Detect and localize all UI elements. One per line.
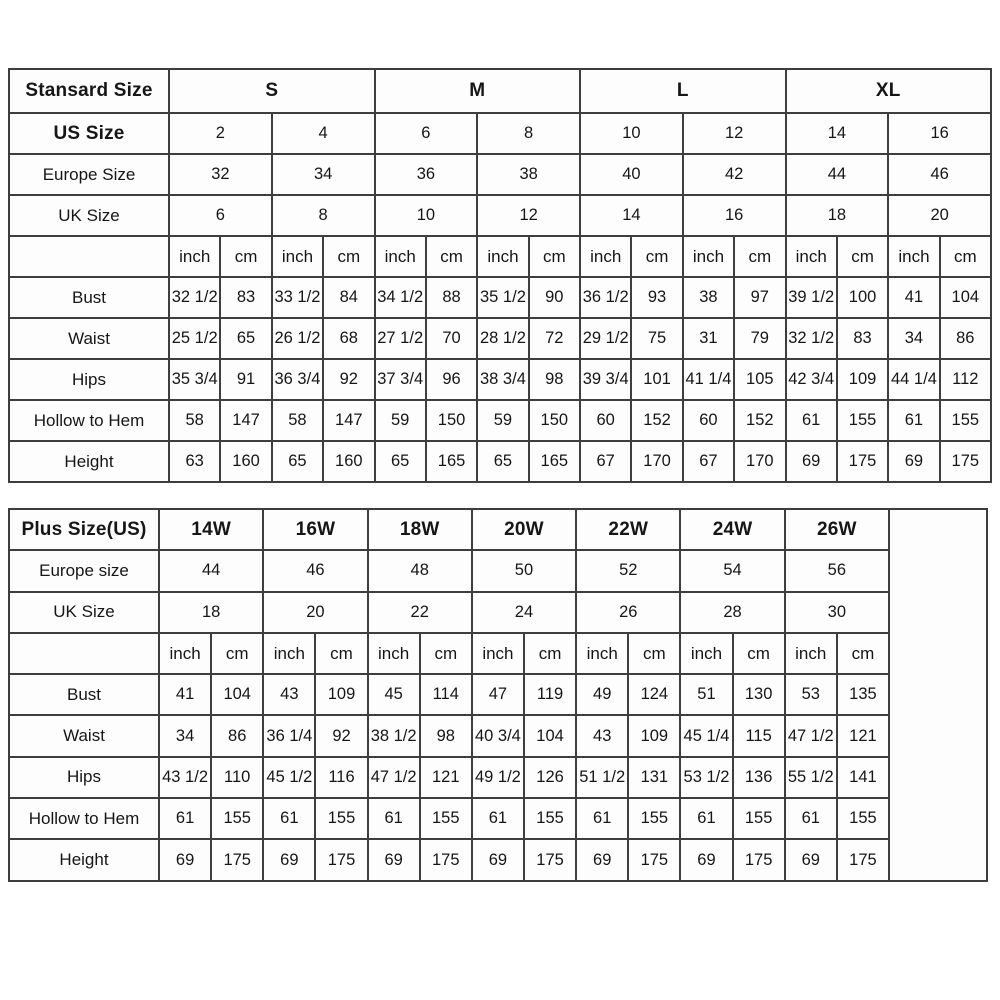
measure-value-cell: 51 1/2 [576,757,628,798]
measure-value-cell: 91 [220,359,271,400]
measure-value-cell: 43 [576,715,628,756]
measure-value-cell: 121 [837,715,889,756]
unit-cm-label: cm [940,236,991,277]
measure-value-cell: 104 [940,277,991,318]
unit-cm-label: cm [426,236,477,277]
size-value-cell: 24 [472,592,576,633]
table-row [9,633,987,674]
size-value-cell: 12 [477,195,580,236]
group-size-s: S [169,69,375,113]
unit-cm-label: cm [420,633,472,674]
measure-value-cell: 160 [323,441,374,482]
unit-cm-label: cm [524,633,576,674]
unit-cm-label: cm [220,236,271,277]
measure-value-cell: 28 1/2 [477,318,528,359]
measure-value-cell: 175 [315,839,367,880]
measure-value-cell: 47 1/2 [368,757,420,798]
standard-size-table [8,68,992,483]
measure-value-cell: 33 1/2 [272,277,323,318]
measure-value-cell: 36 1/4 [263,715,315,756]
measure-value-cell: 59 [477,400,528,441]
table-row [9,318,991,359]
table-row [9,592,987,633]
empty-label-cell [9,236,169,277]
group-size-26w: 26W [785,509,889,550]
measure-value-cell: 170 [734,441,785,482]
unit-cm-label: cm [837,236,888,277]
measure-value-cell: 61 [785,798,837,839]
measure-value-cell: 58 [272,400,323,441]
measure-value-cell: 38 [683,277,734,318]
table-row [9,69,991,113]
measure-value-cell: 150 [426,400,477,441]
unit-inch-label: inch [263,633,315,674]
group-size-xl: XL [786,69,992,113]
measure-value-cell: 40 3/4 [472,715,524,756]
size-value-cell: 50 [472,550,576,591]
measure-value-cell: 38 1/2 [368,715,420,756]
measure-value-cell: 36 3/4 [272,359,323,400]
unit-inch-label: inch [159,633,211,674]
measure-value-cell: 69 [576,839,628,880]
group-size-24w: 24W [680,509,784,550]
measure-value-cell: 155 [524,798,576,839]
measure-value-cell: 44 1/4 [888,359,939,400]
measure-value-cell: 160 [220,441,271,482]
group-size-m: M [375,69,581,113]
row-label-waist: Waist [9,715,159,756]
measure-value-cell: 69 [785,839,837,880]
row-label-hollow-to-hem: Hollow to Hem [9,400,169,441]
row-label-bust: Bust [9,277,169,318]
measure-value-cell: 141 [837,757,889,798]
measure-value-cell: 175 [628,839,680,880]
measure-value-cell: 32 1/2 [786,318,837,359]
size-value-cell: 30 [785,592,889,633]
measure-value-cell: 61 [368,798,420,839]
measure-value-cell: 90 [529,277,580,318]
table-row [9,550,987,591]
measure-value-cell: 61 [263,798,315,839]
measure-value-cell: 88 [426,277,477,318]
size-value-cell: 22 [368,592,472,633]
row-label-uk-size: UK Size [9,195,169,236]
measure-value-cell: 98 [529,359,580,400]
unit-inch-label: inch [272,236,323,277]
measure-value-cell: 175 [211,839,263,880]
measure-value-cell: 69 [368,839,420,880]
measure-value-cell: 53 [785,674,837,715]
measure-value-cell: 101 [631,359,682,400]
measure-value-cell: 65 [375,441,426,482]
size-value-cell: 28 [680,592,784,633]
measure-value-cell: 92 [315,715,367,756]
unit-inch-label: inch [888,236,939,277]
size-value-cell: 26 [576,592,680,633]
measure-value-cell: 175 [837,441,888,482]
size-value-cell: 44 [159,550,263,591]
size-value-cell: 40 [580,154,683,195]
unit-cm-label: cm [323,236,374,277]
table-row [9,359,991,400]
plus-size-table [8,508,988,882]
measure-value-cell: 65 [220,318,271,359]
measure-value-cell: 104 [211,674,263,715]
measure-value-cell: 131 [628,757,680,798]
unit-inch-label: inch [472,633,524,674]
measure-value-cell: 155 [315,798,367,839]
unit-cm-label: cm [837,633,889,674]
measure-value-cell: 61 [159,798,211,839]
unit-inch-label: inch [786,236,837,277]
group-size-22w: 22W [576,509,680,550]
table-row [9,757,987,798]
size-value-cell: 18 [159,592,263,633]
size-value-cell: 16 [683,195,786,236]
unit-inch-label: inch [576,633,628,674]
measure-value-cell: 68 [323,318,374,359]
row-label-hollow-to-hem: Hollow to Hem [9,798,159,839]
measure-value-cell: 86 [940,318,991,359]
table-row [9,400,991,441]
size-value-cell: 8 [272,195,375,236]
measure-value-cell: 34 1/2 [375,277,426,318]
measure-value-cell: 61 [576,798,628,839]
size-value-cell: 14 [786,113,889,154]
measure-value-cell: 126 [524,757,576,798]
size-value-cell: 54 [680,550,784,591]
measure-value-cell: 170 [631,441,682,482]
table-row [9,195,991,236]
measure-value-cell: 136 [733,757,785,798]
size-value-cell: 2 [169,113,272,154]
row-label-height: Height [9,839,159,880]
measure-value-cell: 35 1/2 [477,277,528,318]
measure-value-cell: 29 1/2 [580,318,631,359]
measure-value-cell: 147 [323,400,374,441]
table-row [9,277,991,318]
size-value-cell: 36 [375,154,478,195]
row-label-uk-size: UK Size [9,592,159,633]
measure-value-cell: 45 1/4 [680,715,732,756]
measure-value-cell: 60 [683,400,734,441]
measure-value-cell: 61 [680,798,732,839]
measure-value-cell: 38 3/4 [477,359,528,400]
measure-value-cell: 155 [837,400,888,441]
measure-value-cell: 124 [628,674,680,715]
size-value-cell: 10 [580,113,683,154]
measure-value-cell: 75 [631,318,682,359]
measure-value-cell: 114 [420,674,472,715]
measure-value-cell: 119 [524,674,576,715]
measure-value-cell: 115 [733,715,785,756]
empty-cell [889,509,987,881]
measure-value-cell: 53 1/2 [680,757,732,798]
size-value-cell: 8 [477,113,580,154]
measure-value-cell: 25 1/2 [169,318,220,359]
measure-value-cell: 116 [315,757,367,798]
measure-value-cell: 70 [426,318,477,359]
measure-value-cell: 175 [940,441,991,482]
measure-value-cell: 67 [683,441,734,482]
measure-value-cell: 105 [734,359,785,400]
unit-inch-label: inch [683,236,734,277]
measure-value-cell: 112 [940,359,991,400]
measure-value-cell: 86 [211,715,263,756]
measure-value-cell: 69 [159,839,211,880]
measure-value-cell: 165 [426,441,477,482]
table-row [9,154,991,195]
table-row [9,674,987,715]
standard-table-body [9,69,991,482]
measure-value-cell: 45 [368,674,420,715]
measure-value-cell: 61 [786,400,837,441]
measure-value-cell: 147 [220,400,271,441]
size-value-cell: 10 [375,195,478,236]
table-row [9,441,991,482]
measure-value-cell: 35 3/4 [169,359,220,400]
measure-value-cell: 27 1/2 [375,318,426,359]
measure-value-cell: 155 [837,798,889,839]
measure-value-cell: 47 [472,674,524,715]
measure-value-cell: 92 [323,359,374,400]
measure-value-cell: 45 1/2 [263,757,315,798]
measure-value-cell: 69 [786,441,837,482]
size-value-cell: 14 [580,195,683,236]
row-label-waist: Waist [9,318,169,359]
unit-inch-label: inch [680,633,732,674]
unit-cm-label: cm [529,236,580,277]
measure-value-cell: 152 [631,400,682,441]
size-value-cell: 46 [888,154,991,195]
measure-value-cell: 109 [628,715,680,756]
measure-value-cell: 93 [631,277,682,318]
measure-value-cell: 39 3/4 [580,359,631,400]
measure-value-cell: 69 [888,441,939,482]
table-row [9,509,987,550]
measure-value-cell: 104 [524,715,576,756]
unit-cm-label: cm [315,633,367,674]
measure-value-cell: 152 [734,400,785,441]
measure-value-cell: 55 1/2 [785,757,837,798]
measure-value-cell: 49 1/2 [472,757,524,798]
measure-value-cell: 135 [837,674,889,715]
measure-value-cell: 155 [628,798,680,839]
size-value-cell: 16 [888,113,991,154]
size-value-cell: 4 [272,113,375,154]
measure-value-cell: 41 1/4 [683,359,734,400]
measure-value-cell: 61 [888,400,939,441]
group-size-20w: 20W [472,509,576,550]
measure-value-cell: 84 [323,277,374,318]
measure-value-cell: 47 1/2 [785,715,837,756]
measure-value-cell: 155 [420,798,472,839]
measure-value-cell: 165 [529,441,580,482]
measure-value-cell: 43 1/2 [159,757,211,798]
unit-cm-label: cm [628,633,680,674]
row-label-us-size: US Size [9,113,169,154]
measure-value-cell: 58 [169,400,220,441]
size-value-cell: 6 [169,195,272,236]
measure-value-cell: 83 [837,318,888,359]
unit-cm-label: cm [734,236,785,277]
measure-value-cell: 39 1/2 [786,277,837,318]
measure-value-cell: 155 [211,798,263,839]
unit-inch-label: inch [477,236,528,277]
table-row [9,839,987,880]
measure-value-cell: 97 [734,277,785,318]
measure-value-cell: 65 [272,441,323,482]
unit-cm-label: cm [211,633,263,674]
measure-value-cell: 37 3/4 [375,359,426,400]
measure-value-cell: 175 [524,839,576,880]
measure-value-cell: 32 1/2 [169,277,220,318]
table-title: Plus Size(US) [9,509,159,550]
measure-value-cell: 69 [472,839,524,880]
measure-value-cell: 42 3/4 [786,359,837,400]
measure-value-cell: 43 [263,674,315,715]
measure-value-cell: 69 [263,839,315,880]
size-value-cell: 18 [786,195,889,236]
size-value-cell: 42 [683,154,786,195]
row-label-bust: Bust [9,674,159,715]
group-size-l: L [580,69,786,113]
row-label-hips: Hips [9,359,169,400]
measure-value-cell: 41 [159,674,211,715]
table-title: Stansard Size [9,69,169,113]
size-value-cell: 38 [477,154,580,195]
measure-value-cell: 155 [733,798,785,839]
size-value-cell: 6 [375,113,478,154]
measure-value-cell: 72 [529,318,580,359]
measure-value-cell: 69 [680,839,732,880]
measure-value-cell: 65 [477,441,528,482]
measure-value-cell: 36 1/2 [580,277,631,318]
size-value-cell: 44 [786,154,889,195]
group-size-16w: 16W [263,509,367,550]
plus-table-body [9,509,987,881]
measure-value-cell: 100 [837,277,888,318]
size-value-cell: 52 [576,550,680,591]
measure-value-cell: 175 [837,839,889,880]
measure-value-cell: 79 [734,318,785,359]
unit-inch-label: inch [169,236,220,277]
measure-value-cell: 109 [837,359,888,400]
measure-value-cell: 49 [576,674,628,715]
unit-cm-label: cm [733,633,785,674]
size-value-cell: 32 [169,154,272,195]
measure-value-cell: 175 [733,839,785,880]
measure-value-cell: 51 [680,674,732,715]
unit-cm-label: cm [631,236,682,277]
group-size-14w: 14W [159,509,263,550]
unit-inch-label: inch [375,236,426,277]
unit-inch-label: inch [785,633,837,674]
row-label-height: Height [9,441,169,482]
size-value-cell: 34 [272,154,375,195]
size-value-cell: 56 [785,550,889,591]
measure-value-cell: 110 [211,757,263,798]
size-value-cell: 48 [368,550,472,591]
measure-value-cell: 83 [220,277,271,318]
measure-value-cell: 60 [580,400,631,441]
size-value-cell: 20 [888,195,991,236]
row-label-europe-size: Europe Size [9,154,169,195]
measure-value-cell: 155 [940,400,991,441]
measure-value-cell: 96 [426,359,477,400]
measure-value-cell: 61 [472,798,524,839]
table-row [9,236,991,277]
measure-value-cell: 98 [420,715,472,756]
measure-value-cell: 150 [529,400,580,441]
measure-value-cell: 130 [733,674,785,715]
row-label-europe-size: Europe size [9,550,159,591]
table-row [9,798,987,839]
measure-value-cell: 34 [159,715,211,756]
row-label-hips: Hips [9,757,159,798]
measure-value-cell: 41 [888,277,939,318]
measure-value-cell: 59 [375,400,426,441]
size-value-cell: 20 [263,592,367,633]
measure-value-cell: 34 [888,318,939,359]
measure-value-cell: 67 [580,441,631,482]
measure-value-cell: 63 [169,441,220,482]
empty-label-cell [9,633,159,674]
group-size-18w: 18W [368,509,472,550]
measure-value-cell: 26 1/2 [272,318,323,359]
measure-value-cell: 121 [420,757,472,798]
size-value-cell: 12 [683,113,786,154]
unit-inch-label: inch [580,236,631,277]
table-row [9,113,991,154]
measure-value-cell: 31 [683,318,734,359]
measure-value-cell: 109 [315,674,367,715]
table-row [9,715,987,756]
unit-inch-label: inch [368,633,420,674]
measure-value-cell: 175 [420,839,472,880]
size-value-cell: 46 [263,550,367,591]
